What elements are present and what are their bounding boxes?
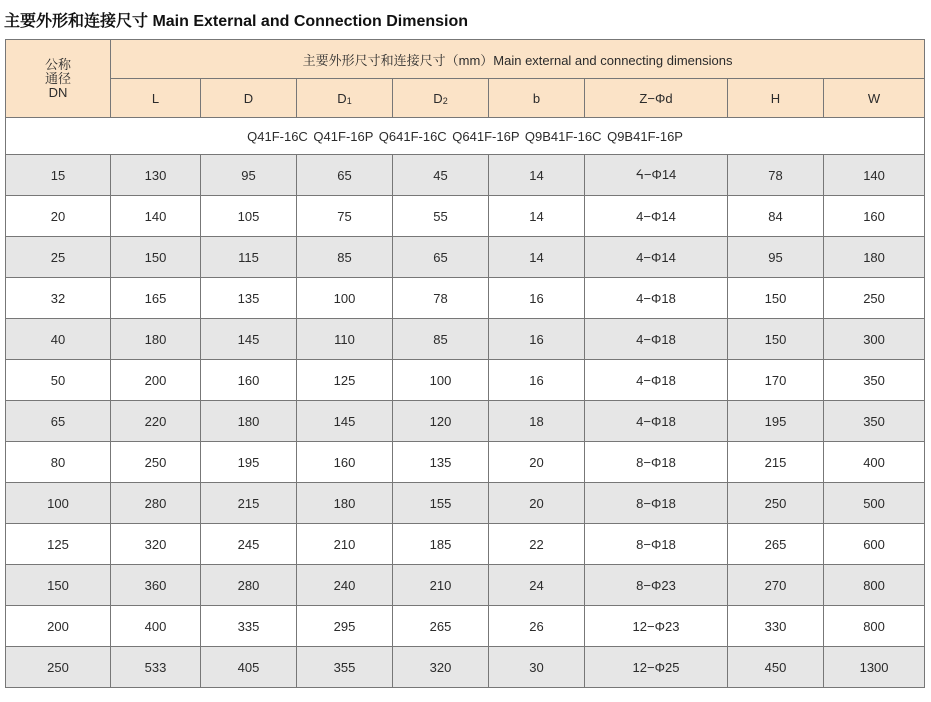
table-cell: 4−Φ18 <box>585 401 728 442</box>
dn-cell: 250 <box>6 647 111 688</box>
column-header-label: Z−Φd <box>639 90 673 106</box>
table-cell: 100 <box>297 278 393 319</box>
table-cell: 450 <box>728 647 824 688</box>
table-cell: 350 <box>824 360 925 401</box>
column-header-label: L <box>151 90 160 106</box>
column-header-label: D <box>243 90 254 106</box>
table-cell: 20 <box>489 483 585 524</box>
table-cell: 135 <box>393 442 489 483</box>
table-cell: 20 <box>489 442 585 483</box>
column-header-label: D <box>433 90 443 106</box>
table-cell: 125 <box>297 360 393 401</box>
table-cell: 115 <box>201 237 297 278</box>
table-row <box>6 319 925 360</box>
table-row <box>6 360 925 401</box>
table-cell: 8−Φ23 <box>585 565 728 606</box>
table-cell: 95 <box>728 237 824 278</box>
table-cell: 26 <box>489 606 585 647</box>
column-header-cell <box>201 79 297 118</box>
table-cell: 215 <box>728 442 824 483</box>
column-header-cell <box>393 79 489 118</box>
table-cell: 135 <box>201 278 297 319</box>
table-cell: 405 <box>201 647 297 688</box>
table-cell: 4−Φ14 <box>585 237 728 278</box>
table-cell: 360 <box>111 565 201 606</box>
table-cell: 250 <box>824 278 925 319</box>
table-cell: 250 <box>111 442 201 483</box>
table-cell: 185 <box>393 524 489 565</box>
table-cell: 170 <box>728 360 824 401</box>
table-cell: 110 <box>297 319 393 360</box>
table-cell: 180 <box>824 237 925 278</box>
table-cell: 85 <box>297 237 393 278</box>
table-cell: 195 <box>728 401 824 442</box>
table-cell: 8−Φ18 <box>585 442 728 483</box>
dn-cell: 125 <box>6 524 111 565</box>
column-header-label: b <box>532 90 541 106</box>
table-cell: 330 <box>728 606 824 647</box>
table-row <box>6 278 925 319</box>
group-header-cell: 主要外形尺寸和连接尺寸（mm）Main external and connecting dimensions <box>111 40 925 79</box>
column-header-label: D <box>337 90 347 106</box>
table-cell: 4−Φ18 <box>585 319 728 360</box>
table-cell: 200 <box>111 360 201 401</box>
table-cell: 130 <box>111 155 201 196</box>
table-cell: 12−Φ23 <box>585 606 728 647</box>
column-header-cell <box>728 79 824 118</box>
column-header-cell <box>585 79 728 118</box>
table-cell: 320 <box>111 524 201 565</box>
table-cell: 800 <box>824 565 925 606</box>
table-cell: 295 <box>297 606 393 647</box>
dimension-table <box>5 39 925 688</box>
table-cell: 14 <box>489 237 585 278</box>
table-cell: 16 <box>489 278 585 319</box>
table-cell: 165 <box>111 278 201 319</box>
dn-cell: 80 <box>6 442 111 483</box>
table-cell: 155 <box>393 483 489 524</box>
table-row <box>6 237 925 278</box>
table-cell: 65 <box>297 155 393 196</box>
table-cell: 500 <box>824 483 925 524</box>
table-cell: 140 <box>824 155 925 196</box>
table-row <box>6 565 925 606</box>
table-cell: 220 <box>111 401 201 442</box>
table-cell: 180 <box>201 401 297 442</box>
column-header-cell <box>489 79 585 118</box>
table-cell: 240 <box>297 565 393 606</box>
table-cell: 180 <box>297 483 393 524</box>
header-row-group <box>6 40 925 79</box>
table-row <box>6 647 925 688</box>
dn-cell: 50 <box>6 360 111 401</box>
table-cell: 150 <box>728 319 824 360</box>
table-cell: 75 <box>297 196 393 237</box>
table-cell: 1300 <box>824 647 925 688</box>
table-cell: 4−Φ18 <box>585 278 728 319</box>
table-cell: 140 <box>111 196 201 237</box>
table-cell: ᔦ−Φ14 <box>585 155 728 196</box>
table-cell: 800 <box>824 606 925 647</box>
table-cell: 280 <box>111 483 201 524</box>
model-row <box>6 118 925 155</box>
dn-cell: 200 <box>6 606 111 647</box>
table-cell: 145 <box>201 319 297 360</box>
table-cell: 355 <box>297 647 393 688</box>
table-cell: 335 <box>201 606 297 647</box>
table-cell: 210 <box>393 565 489 606</box>
dn-cell: 40 <box>6 319 111 360</box>
table-row <box>6 524 925 565</box>
table-cell: 160 <box>201 360 297 401</box>
table-cell: 160 <box>824 196 925 237</box>
table-cell: 22 <box>489 524 585 565</box>
table-cell: 160 <box>297 442 393 483</box>
table-cell: 195 <box>201 442 297 483</box>
dn-cell: 15 <box>6 155 111 196</box>
table-cell: 270 <box>728 565 824 606</box>
table-row <box>6 442 925 483</box>
table-row <box>6 155 925 196</box>
table-row <box>6 606 925 647</box>
table-cell: 100 <box>393 360 489 401</box>
table-cell: 12−Φ25 <box>585 647 728 688</box>
column-header-cell <box>111 79 201 118</box>
dn-cell: 65 <box>6 401 111 442</box>
table-cell: 4−Φ18 <box>585 360 728 401</box>
dn-cell: 20 <box>6 196 111 237</box>
table-cell: 533 <box>111 647 201 688</box>
table-cell: 85 <box>393 319 489 360</box>
table-cell: 65 <box>393 237 489 278</box>
column-header-label: H <box>770 90 781 106</box>
table-cell: 16 <box>489 360 585 401</box>
dn-header-line: DN <box>48 84 68 100</box>
column-header-label: W <box>867 90 881 106</box>
table-cell: 215 <box>201 483 297 524</box>
table-cell: 95 <box>201 155 297 196</box>
table-cell: 8−Φ18 <box>585 483 728 524</box>
table-cell: 84 <box>728 196 824 237</box>
column-header-cell <box>824 79 925 118</box>
table-cell: 320 <box>393 647 489 688</box>
table-cell: 105 <box>201 196 297 237</box>
table-cell: 16 <box>489 319 585 360</box>
table-row <box>6 196 925 237</box>
table-cell: 600 <box>824 524 925 565</box>
table-cell: 78 <box>393 278 489 319</box>
table-cell: 210 <box>297 524 393 565</box>
dn-cell: 25 <box>6 237 111 278</box>
table-cell: 250 <box>728 483 824 524</box>
table-cell: 30 <box>489 647 585 688</box>
table-cell: 4−Φ14 <box>585 196 728 237</box>
table-cell: 24 <box>489 565 585 606</box>
dn-header-line: 公称 <box>44 56 71 72</box>
page-title: 主要外形和连接尺寸 Main External and Connection Dimension <box>4 13 469 30</box>
table-cell: 55 <box>393 196 489 237</box>
table-cell: 400 <box>111 606 201 647</box>
dn-cell: 32 <box>6 278 111 319</box>
table-cell: 300 <box>824 319 925 360</box>
column-header-subscript: 2 <box>442 95 448 106</box>
table-cell: 14 <box>489 196 585 237</box>
table-cell: 8−Φ18 <box>585 524 728 565</box>
table-cell: 180 <box>111 319 201 360</box>
header-row-columns <box>6 79 925 118</box>
table-cell: 120 <box>393 401 489 442</box>
column-header-subscript: 1 <box>346 95 352 106</box>
table-cell: 245 <box>201 524 297 565</box>
table-row <box>6 401 925 442</box>
table-cell: 14 <box>489 155 585 196</box>
table-cell: 280 <box>201 565 297 606</box>
model-names-cell: Q41F-16C Q41F-16P Q641F-16C Q641F-16P Q9B41F-16C Q9B41F-16P <box>6 118 925 155</box>
dn-cell: 150 <box>6 565 111 606</box>
dn-header-line: 通径 <box>44 70 71 86</box>
table-cell: 150 <box>111 237 201 278</box>
table-row <box>6 483 925 524</box>
table-cell: 150 <box>728 278 824 319</box>
table-cell: 265 <box>393 606 489 647</box>
table-cell: 265 <box>728 524 824 565</box>
dn-cell: 100 <box>6 483 111 524</box>
table-cell: 18 <box>489 401 585 442</box>
table-cell: 78 <box>728 155 824 196</box>
dn-header-cell <box>6 40 111 118</box>
table-cell: 45 <box>393 155 489 196</box>
table-cell: 400 <box>824 442 925 483</box>
table-cell: 145 <box>297 401 393 442</box>
table-cell: 350 <box>824 401 925 442</box>
column-header-cell <box>297 79 393 118</box>
